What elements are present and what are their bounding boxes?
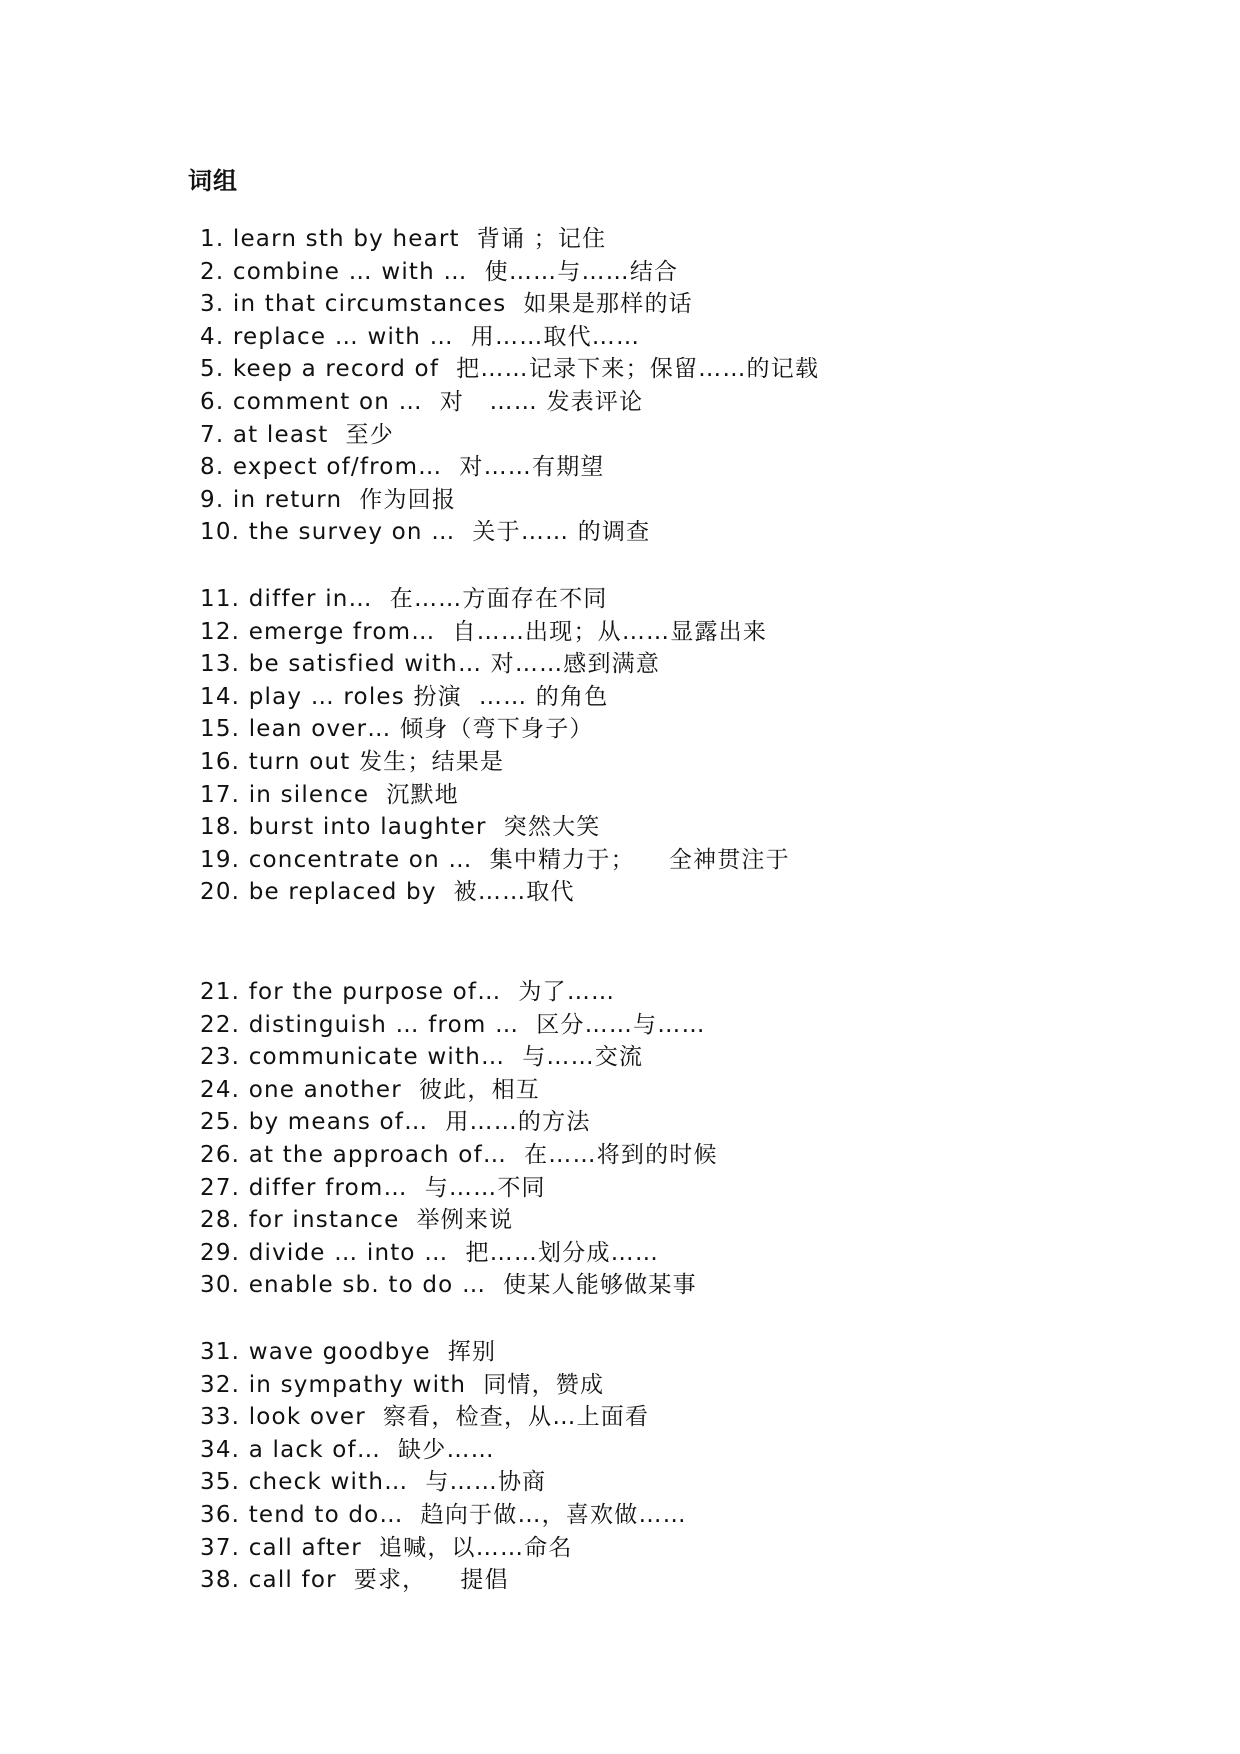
phrase-item: 38. call for 要求， 提倡 (200, 1567, 509, 1594)
phrase-item: 4. replace … with … 用……取代…… (200, 323, 641, 350)
phrase-item: 25. by means of… 用……的方法 (200, 1109, 591, 1136)
phrase-item: 8. expect of/from… 对……有期望 (200, 454, 605, 481)
phrase-item: 9. in return 作为回报 (200, 486, 457, 513)
page-title: 词组 (188, 167, 238, 195)
phrase-item: 29. divide … into … 把……划分成…… (200, 1239, 660, 1266)
phrase-item: 19. concentrate on … 集中精力于； 全神贯注于 (200, 846, 790, 873)
phrase-item: 6. comment on … 对 …… 发表评论 (200, 388, 644, 415)
phrase-item: 22. distinguish … from … 区分……与…… (200, 1011, 706, 1038)
phrase-item: 24. one another 彼此，相互 (200, 1076, 540, 1103)
phrase-item: 36. tend to do… 趋向于做…，喜欢做…… (200, 1501, 687, 1528)
phrase-item: 26. at the approach of… 在……将到的时候 (200, 1141, 718, 1168)
phrase-item: 3. in that circumstances 如果是那样的话 (200, 291, 693, 318)
phrase-item: 7. at least 至少 (200, 421, 394, 448)
phrase-item: 17. in silence 沉默地 (200, 781, 459, 808)
phrase-item: 23. communicate with… 与……交流 (200, 1044, 644, 1071)
phrase-item: 21. for the purpose of… 为了…… (200, 979, 616, 1005)
phrase-item: 37. call after 追喊，以……命名 (200, 1534, 573, 1561)
phrase-item: 31. wave goodbye 挥别 (200, 1339, 497, 1365)
phrase-item: 20. be replaced by 被……取代 (200, 879, 575, 906)
phrase-item: 2. combine … with … 使……与……结合 (200, 258, 679, 285)
phrase-item: 34. a lack of… 缺少…… (200, 1436, 495, 1463)
phrase-item: 11. differ in… 在……方面存在不同 (200, 586, 608, 612)
phrase-item: 1. learn sth by heart 背诵 ；记住 (200, 226, 607, 252)
phrase-item: 18. burst into laughter 突然大笑 (200, 814, 601, 841)
phrase-group-1 (200, 223, 819, 549)
phrase-item: 13. be satisfied with… 对……感到满意 (200, 651, 661, 678)
phrase-item: 15. lean over… 倾身（弯下身子） (200, 716, 594, 743)
phrase-item: 30. enable sb. to do … 使某人能够做某事 (200, 1272, 697, 1299)
phrase-group-3 (200, 976, 718, 1302)
phrase-item: 28. for instance 举例来说 (200, 1207, 514, 1234)
phrase-item: 5. keep a record of 把……记录下来；保留……的记载 (200, 356, 820, 383)
phrase-item: 12. emerge from… 自……出现；从……显露出来 (200, 618, 768, 645)
phrase-group-2 (200, 583, 790, 909)
phrase-item: 27. differ from… 与……不同 (200, 1174, 546, 1201)
phrase-item: 35. check with… 与……协商 (200, 1469, 547, 1496)
phrase-item: 14. play … roles 扮演 …… 的角色 (200, 683, 609, 710)
phrase-item: 32. in sympathy with 同情，赞成 (200, 1371, 605, 1398)
phrase-group-4 (200, 1336, 687, 1597)
phrase-item: 33. look over 察看，检查，从…上面看 (200, 1404, 650, 1431)
phrase-item: 16. turn out 发生；结果是 (200, 748, 505, 775)
phrase-item: 10. the survey on … 关于…… 的调查 (200, 519, 651, 546)
